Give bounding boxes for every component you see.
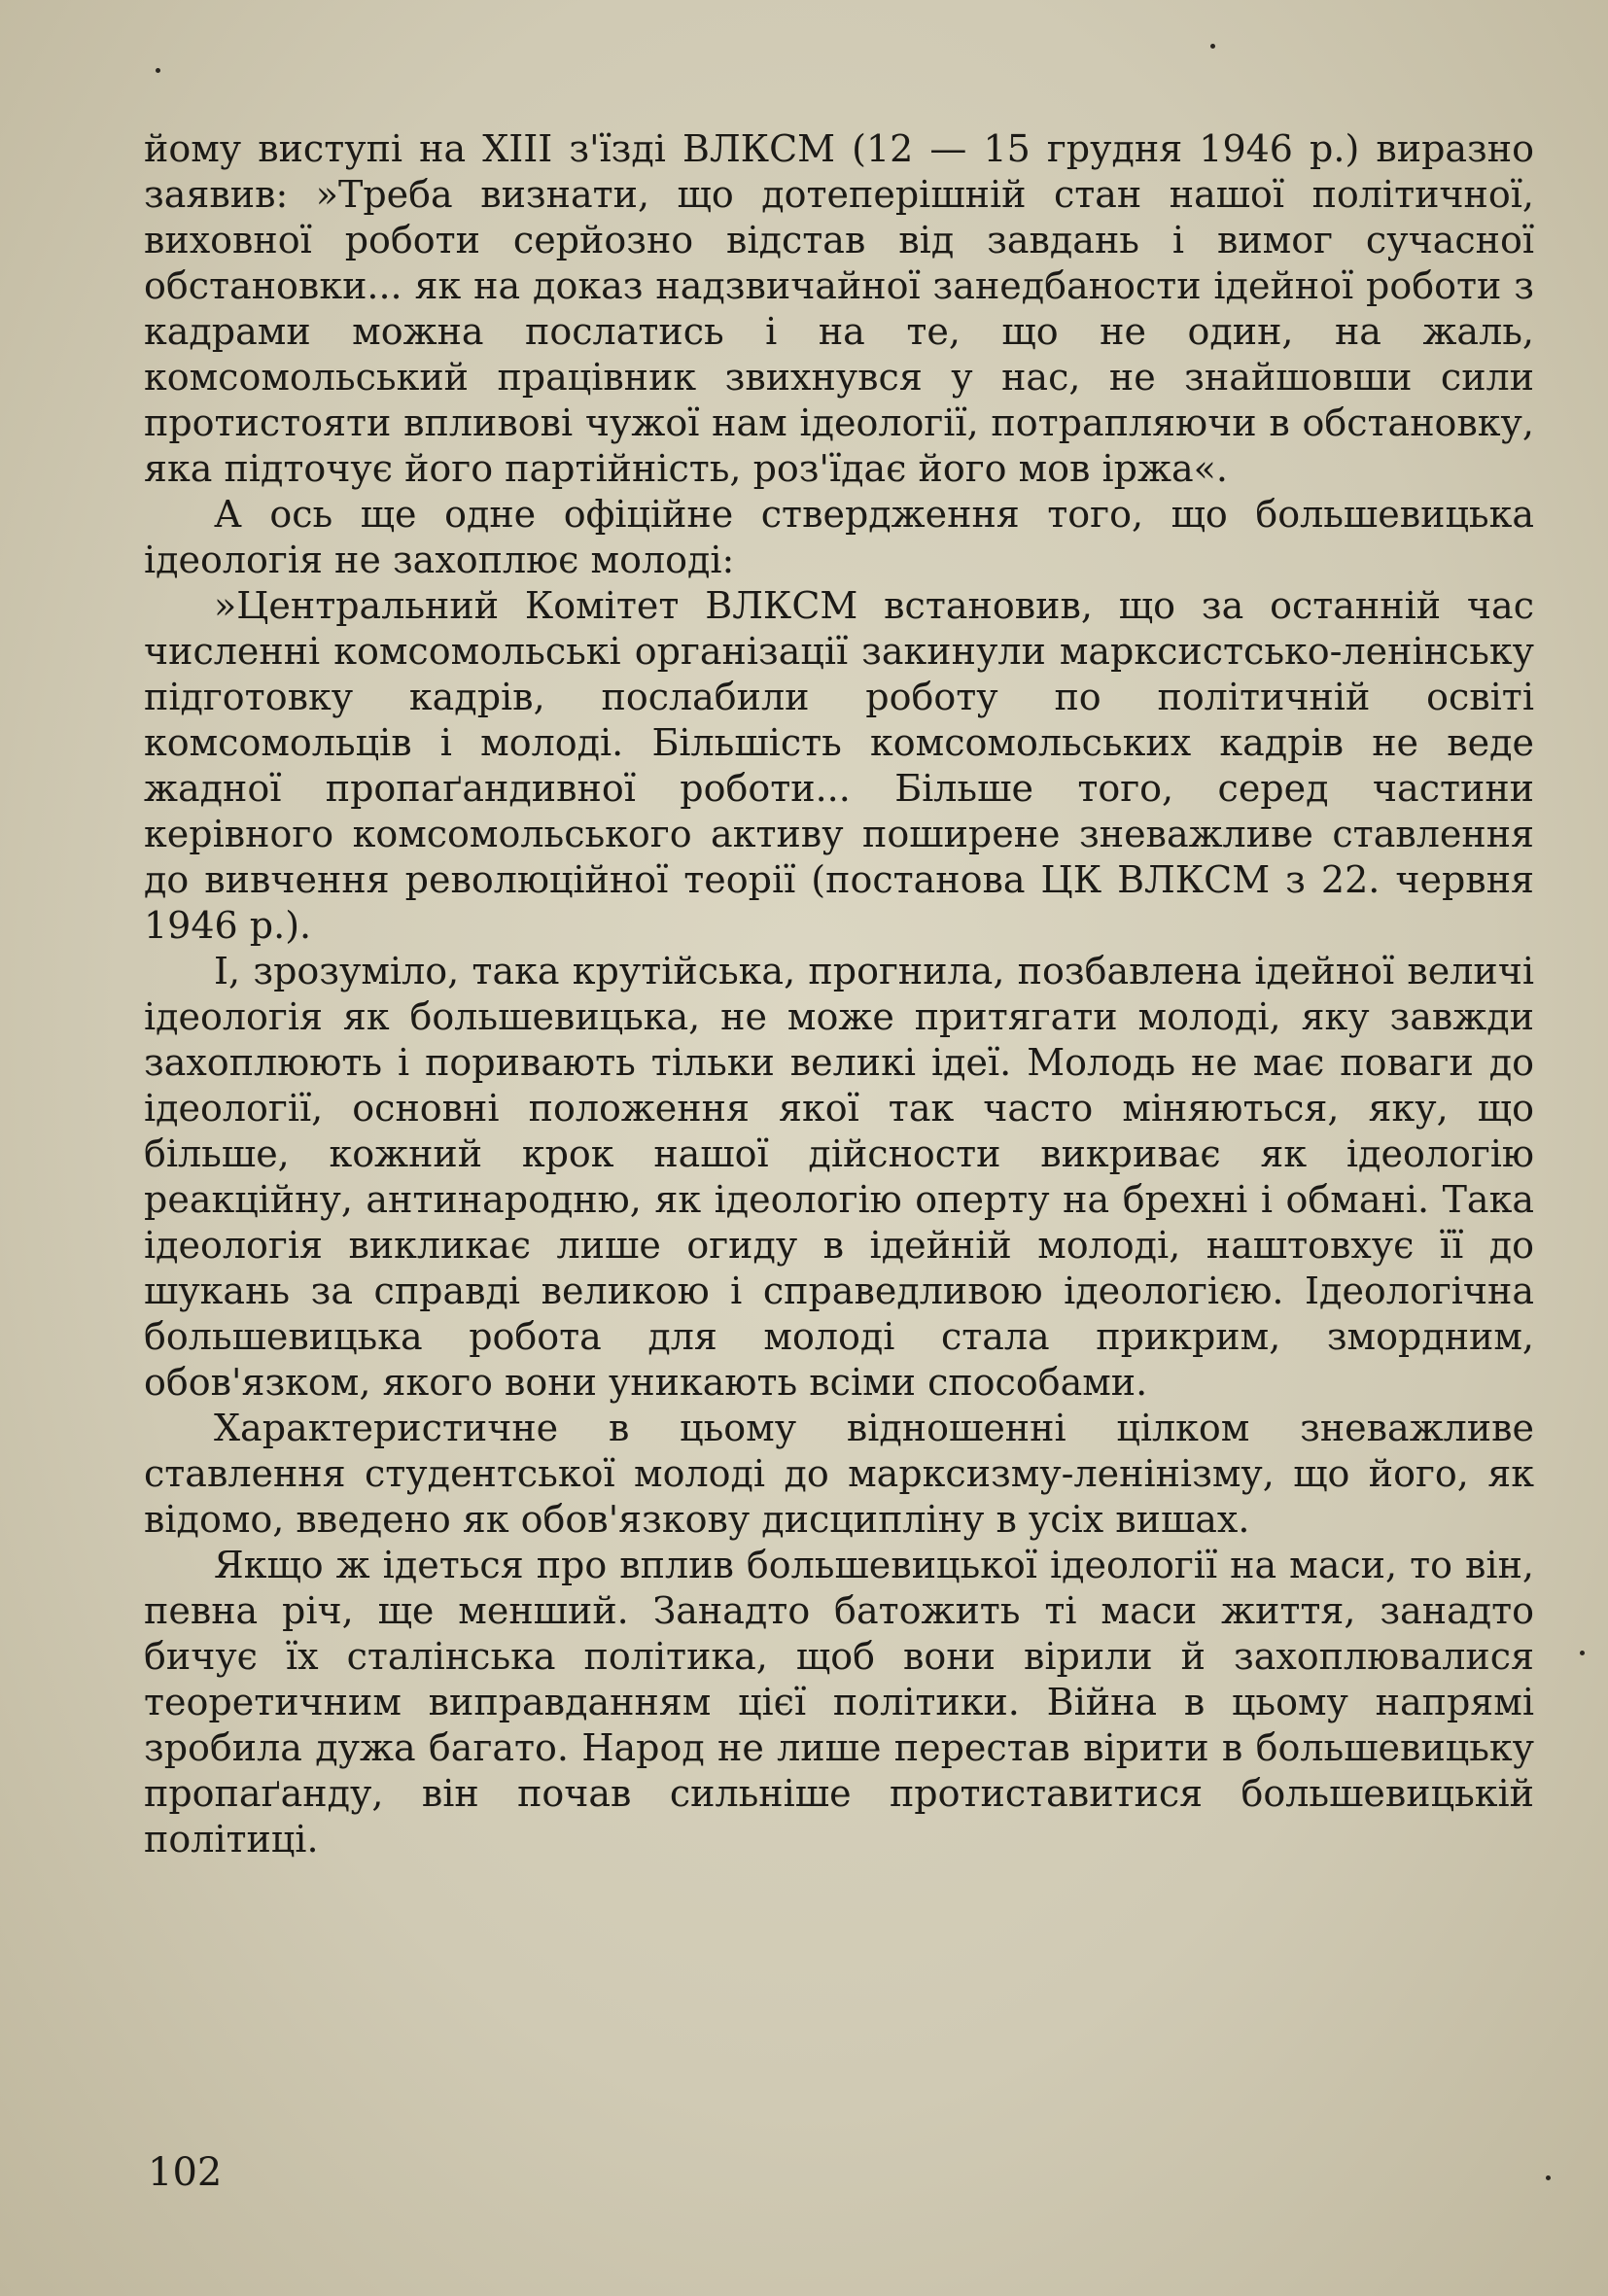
ink-speck — [1210, 44, 1215, 49]
paragraph-4: І, зрозуміло, така крутійська, прогнила, позбавлена ідейної величі ідеологія як большевицька, не може притягати молоді, яку завжди захоплюють і поривають тільки великі ідеї. Молодь не має поваги до ідеології, основні положення якої так часто міняються, яку, що більше, кожний крок нашої дійсности викриває як ідеологію реакційну, антинародню, як ідеологію оперту на брехні і обмані. Така ідеологія викликає лише огиду в ідейній молоді, наштовхує її до шукань за справді великою і справедливою ідеологією. Ідеологічна большевицька робота для молоді стала прикрим, змордним, обов'язком, якого вони уникають всіми способами. — [144, 950, 1534, 1404]
ink-speck — [1546, 2175, 1551, 2180]
ink-speck — [1580, 1651, 1585, 1655]
body-text — [144, 126, 1534, 1862]
paragraph-2: А ось ще одне офіційне ствердження того, що большевицька ідеологія не захоплює молоді: — [144, 493, 1534, 581]
ink-speck — [156, 68, 160, 73]
paragraph-6: Якщо ж ідеться про вплив большевицької ідеології на маси, то він, певна річ, ще менший. Занадто батожить ті маси життя, занадто бичує їх сталінська політика, щоб вони вірили й захоплювалися теоретичним виправданням цієї політики. Війна в цьому напрямі зробила дужа багато. Народ не лише перестав вірити в большевицьку пропаґанду, він почав сильніше протиставитися большевицькій політиці. — [144, 1544, 1534, 1861]
quote-paragraph: »Центральний Комітет ВЛКСМ встановив, що за останній час численні комсомольські організації закинули марксистсько-ленінську підготовку кадрів, послабили роботу по політичній освіті комсомольців і молоді. Більшість комсомольських кадрів не веде жадної пропаґандивної роботи... Більше того, серед частини керівного комсомольського активу поширене зневажливе ставлення до вивчення революційної теорії (постанова ЦК ВЛКСМ з 22. червня 1946 р.). — [144, 584, 1534, 947]
paragraph-1: йому виступі на XIII з'їзді ВЛКСМ (12 — 15 грудня 1946 р.) виразно заявив: »Треба визнати, що дотеперішній стан нашої політичної, виховної роботи серйозно відстав від завдань і вимог сучасної обстановки... як на доказ надзвичайної занедбаности ідейної роботи з кадрами можна послатись і на те, що не один, на жаль, комсомольський працівник звихнувся у нас, не знайшовши сили протистояти впливові чужої нам ідеології, потрапляючи в обстановку, яка підточує його партійність, роз'їдає його мов іржа«. — [144, 127, 1534, 490]
page-number: 102 — [148, 2150, 223, 2195]
paragraph-5: Характеристичне в цьому відношенні цілком зневажливе ставлення студентської молоді до марксизму-ленінізму, що його, як відомо, введено як обов'язкову дисципліну в усіх вишах. — [144, 1407, 1534, 1541]
